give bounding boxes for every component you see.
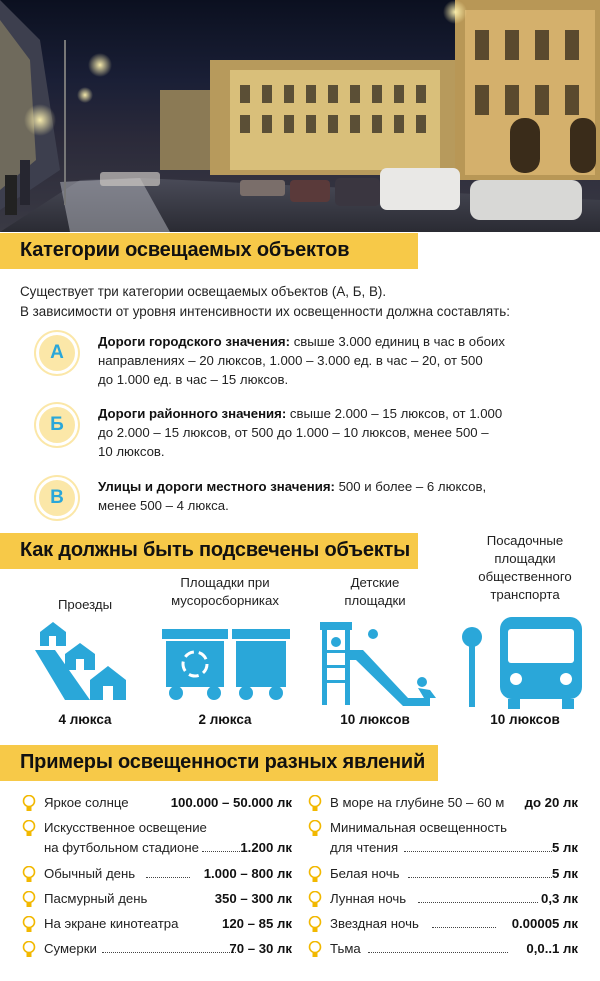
section-heading-examples [0,745,438,781]
example-value: 70 – 30 лк [229,941,292,956]
category-description: Дороги районного значения: свыше 2.000 – 15 люксов, от 1.000 до 2.000 – 15 люксов, от 500 до 1.000 – 10 люксов, менее 500 – 10 люксов. [98,406,503,459]
intro-line-2: В зависимости от уровня интенсивности их освещенности должна составлять: [20,304,510,319]
object-lux-value: 10 люксов [490,712,560,727]
light-bulb-icon [308,795,322,813]
leader-dots [202,839,240,852]
intro-line-1: Существует три категории освещаемых объектов (А, Б, В). [20,284,387,299]
section-title: Примеры освещенности разных явлений [20,751,426,773]
intro-text [20,282,590,322]
example-value: 350 – 300 лк [214,891,292,906]
example-value: 100.000 – 50.000 лк [170,795,292,810]
example-value: 120 – 85 лк [222,916,292,931]
example-value: 5 лк [552,840,578,855]
example-value: 0.00005 лк [511,916,578,931]
light-bulb-icon [22,820,36,838]
example-starry-night [308,915,578,935]
object-lux-value: 10 люксов [340,712,410,727]
section-title: Как должны быть подсвечены объекты [20,539,411,561]
light-bulb-icon [22,866,36,884]
example-value: 5 лк [552,866,578,881]
example-reading-min [308,819,578,859]
category-letter-badge: В [36,477,78,519]
example-label-line1: Искусственное освещение [44,820,207,835]
example-bright-sun [22,794,292,814]
leader-dots [432,915,496,928]
leader-dots [146,865,190,878]
example-label: На экране кинотеатра [44,916,179,931]
section-heading-lighting [0,533,418,569]
light-bulb-icon [22,891,36,909]
example-sea-depth [308,794,578,814]
example-label: В море на глубине 50 – 60 м [330,795,505,810]
example-value: 1.200 лк [240,840,292,855]
example-label: Белая ночь [330,866,400,881]
example-value: до 20 лк [524,795,578,810]
object-label: Площадки при мусоросборниках [171,575,279,608]
leader-dots [408,865,552,878]
example-darkness [308,940,578,960]
example-label-line1: Минимальная освещенность [330,820,507,835]
object-playgrounds [310,570,440,735]
example-white-night [308,865,578,885]
light-bulb-icon [308,866,322,884]
category-name: Улицы и дороги местного значения: [98,479,335,494]
example-value: 1.000 – 800 лк [203,866,292,881]
night-city-illustration [0,0,600,232]
object-garbage-areas [150,570,300,735]
example-label: на футбольном стадионе [44,840,199,855]
object-bus-stops [455,530,595,735]
light-bulb-icon [308,941,322,959]
category-name: Дороги районного значения: [98,406,287,421]
object-label: Посадочные площадки общественного транспорта [478,533,572,602]
leader-dots [404,839,552,852]
playground-slide-icon [318,620,443,710]
example-value: 0,0..1 лк [526,941,578,956]
section-heading-categories [0,233,418,269]
leader-dots [102,940,236,953]
example-normal-day [22,865,292,885]
example-label: Обычный день [44,866,136,881]
section-title: Категории освещаемых объектов [20,239,350,261]
example-label: Сумерки [44,941,97,956]
light-bulb-icon [22,941,36,959]
light-bulb-icon [308,916,322,934]
category-letter-badge: А [36,332,78,374]
example-moon-night [308,890,578,910]
example-stadium-light [22,819,292,859]
example-label: для чтения [330,840,399,855]
example-cinema-screen [22,915,292,935]
light-bulb-icon [308,820,322,838]
example-label: Яркое солнце [44,795,129,810]
example-label: Тьма [330,941,361,956]
object-lux-value: 4 люкса [58,712,112,727]
light-bulb-icon [308,891,322,909]
object-label: Детские площадки [344,575,406,608]
example-label: Пасмурный день [44,891,148,906]
example-cloudy-day [22,890,292,910]
leader-dots [368,940,508,953]
hero-photo-night-street [0,0,600,232]
object-label: Проезды [57,597,113,612]
leader-dots [418,890,538,903]
bus-stop-icon [460,615,590,710]
light-bulb-icon [22,916,36,934]
category-description: Улицы и дороги местного значения: 500 и более – 6 люксов, менее 500 – 4 люкса. [98,479,487,513]
category-letter-badge: Б [36,404,78,446]
light-bulb-icon [22,795,36,813]
garbage-bins-icon [162,625,292,705]
object-driveways [30,590,140,735]
example-value: 0,3 лк [541,891,578,906]
houses-road-icon [35,620,135,700]
example-label: Лунная ночь [330,891,407,906]
category-description: Дороги городского значения: свыше 3.000 единиц в час в обоих направлениях – 20 люксов, 1.000 – 3.000 ед. в час – 20, от 500 до 1.000 ед. в час – 15 люксов. [98,334,505,387]
example-label: Звездная ночь [330,916,419,931]
example-twilight [22,940,292,960]
object-lux-value: 2 люкса [198,712,252,727]
category-name: Дороги городского значения: [98,334,291,349]
